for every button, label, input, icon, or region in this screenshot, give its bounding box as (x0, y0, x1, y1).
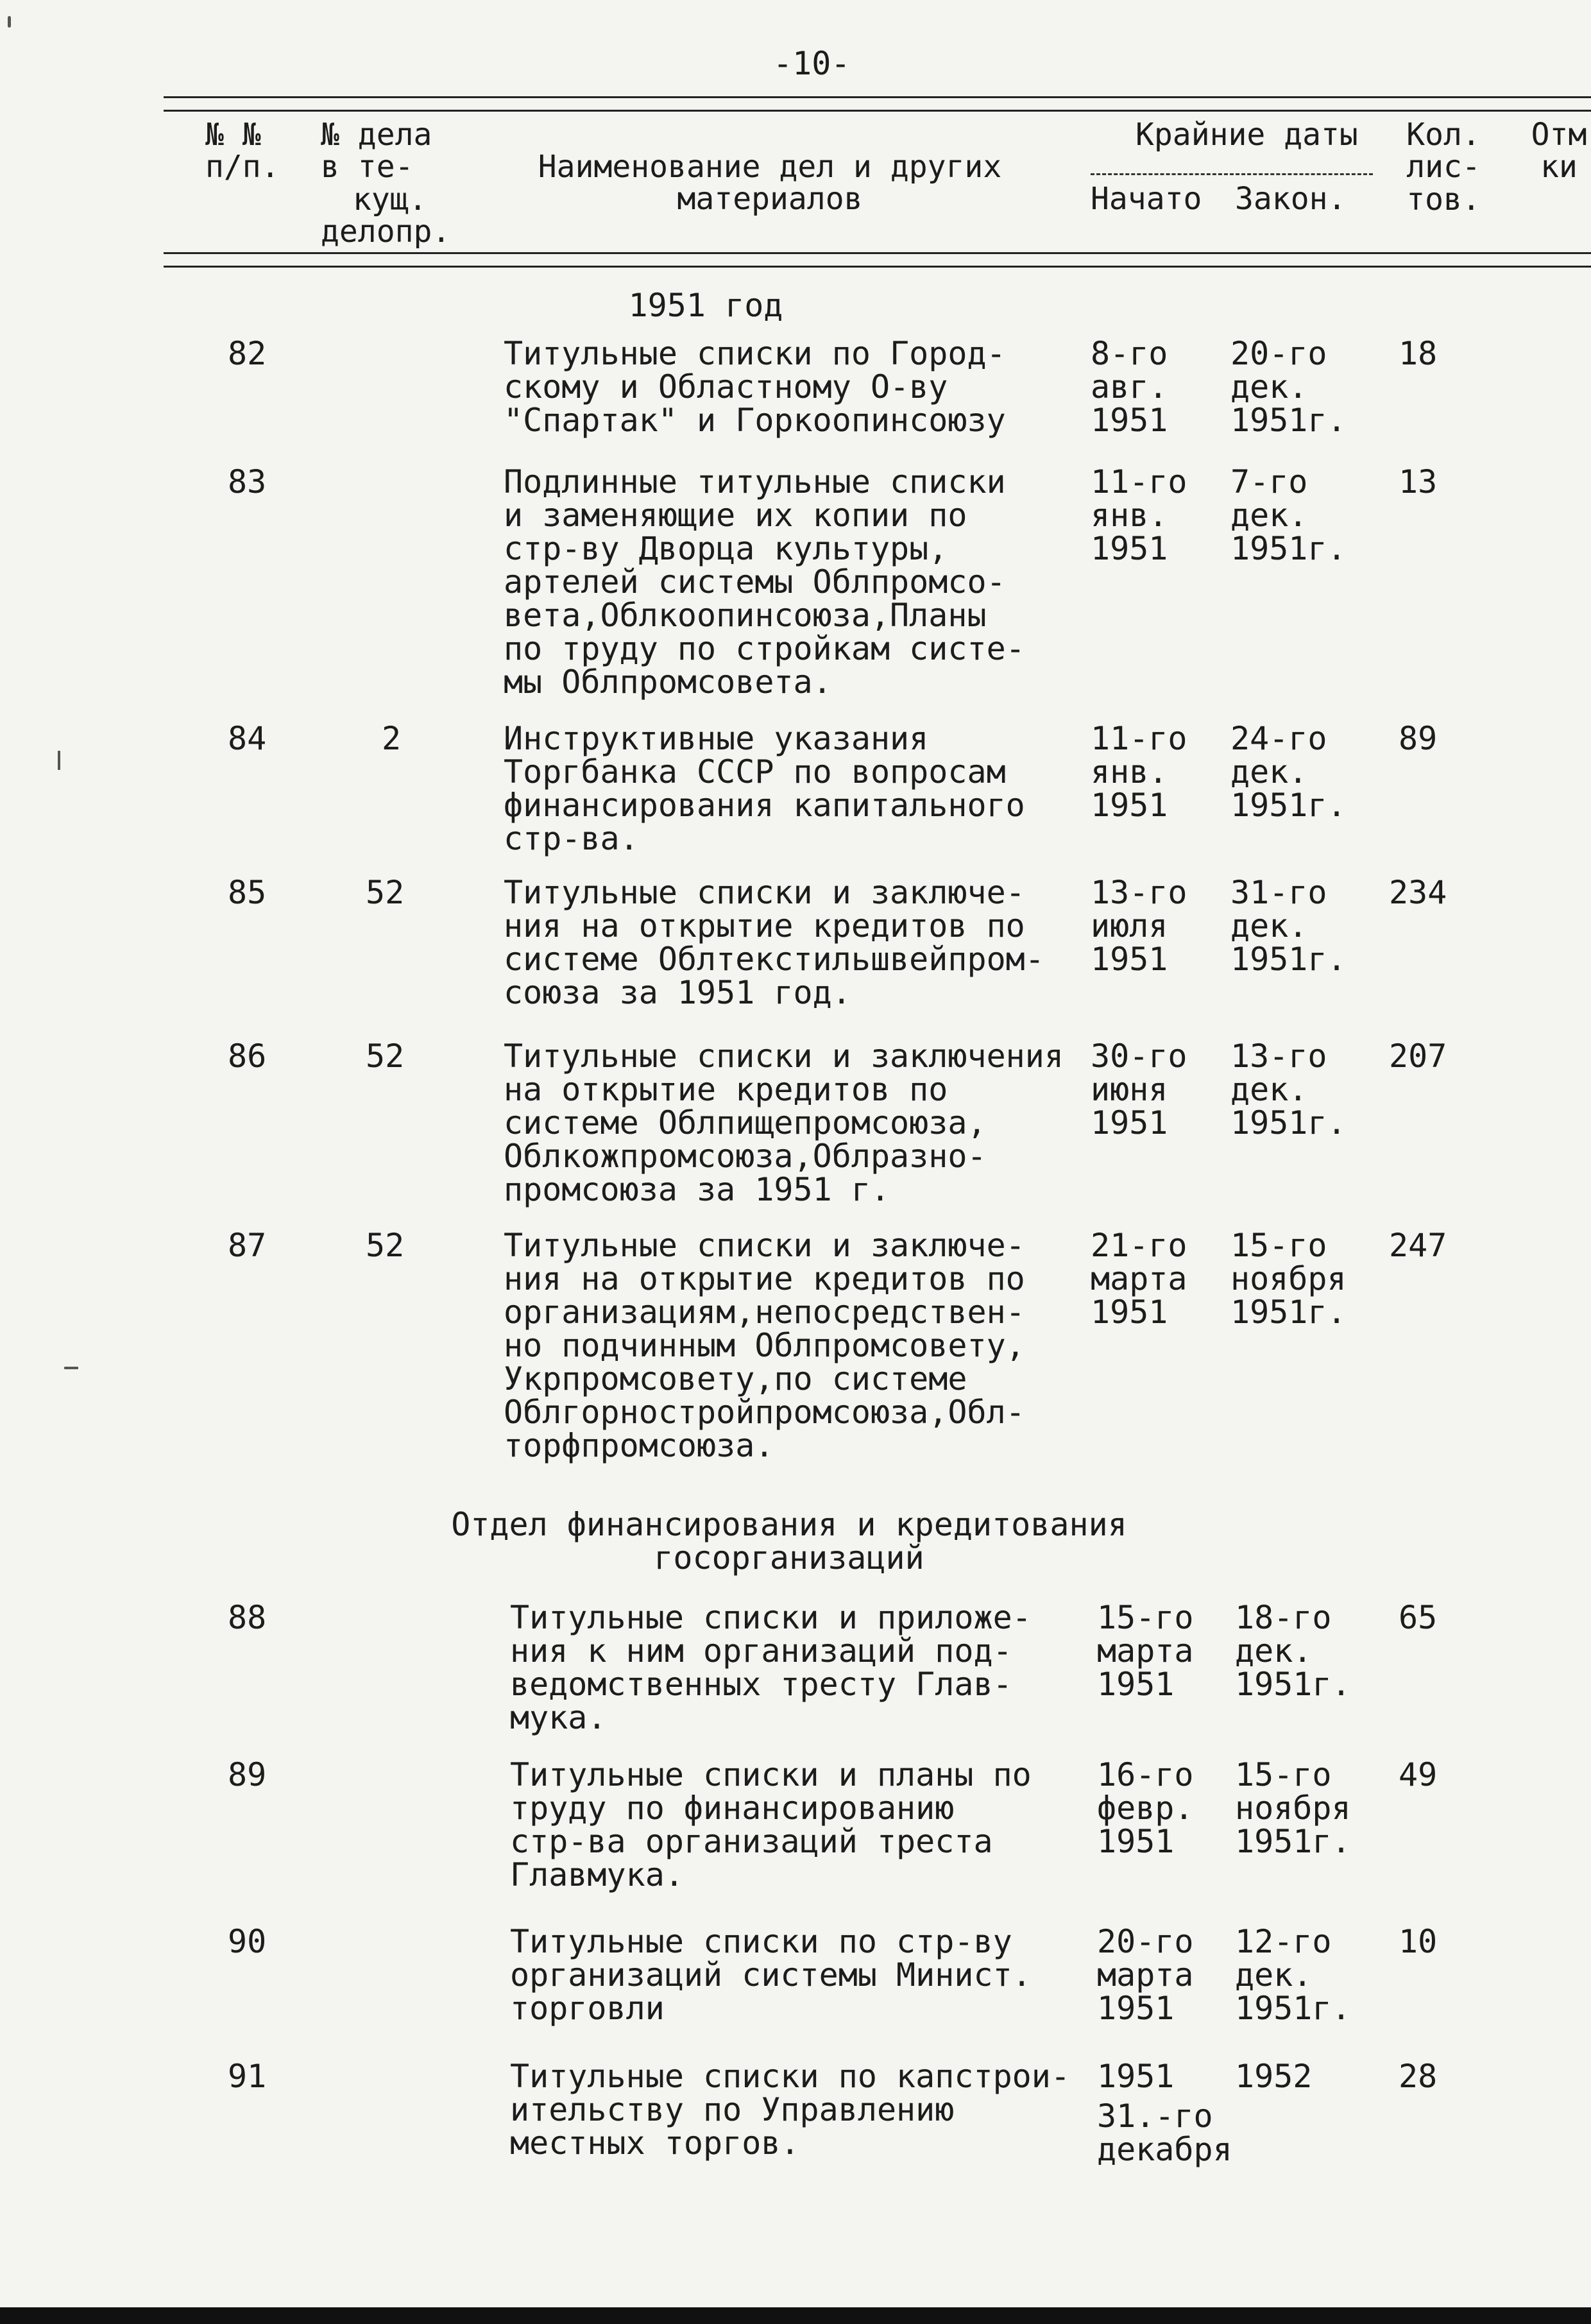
row-start-date: 15-го марта 1951 (1097, 1599, 1194, 1703)
row-start-date: 16-го февр. 1951 (1097, 1756, 1194, 1860)
row-end-date: 18-го дек. 1951г. (1235, 1599, 1351, 1703)
row-sheets: 10 (1399, 1923, 1438, 1960)
row-sheets: 13 (1399, 463, 1438, 500)
scan-speck (64, 1367, 78, 1369)
row-number: 85 (228, 874, 267, 911)
row-name: Титульные списки и приложе- ния к ним организаций под- ведомственных тресту Глав- мука. (510, 1599, 1032, 1736)
row-name: Титульные списки по стр-ву организаций системы Минист. торговли (510, 1923, 1032, 2027)
row-start-date: 11-го янв. 1951 (1091, 463, 1187, 567)
row-sheets: 65 (1399, 1599, 1438, 1636)
row-end-date: 13-го дек. 1951г. (1230, 1038, 1347, 1141)
row-case: 2 (382, 720, 402, 757)
row-name: Подлинные титульные списки и заменяющие их копии по стр-ву Дворца культуры, артелей системы Облпромсо- вета,Облкоопинсоюза,Планы по труду по стройкам систе- мы Облпромсовета. (504, 463, 1025, 701)
row-number: 84 (228, 720, 267, 757)
row-start-date: 20-го марта 1951 (1097, 1923, 1194, 2027)
header-col-number: № № п/п. (205, 117, 280, 185)
scan-speck (58, 751, 60, 770)
row-sheets: 49 (1399, 1756, 1438, 1793)
row-case: 52 (366, 1038, 405, 1075)
row-name: Титульные списки по Город- скому и Областному О-ву "Спартак" и Горкоопинсоюзу (504, 335, 1006, 439)
row-start-date: 30-го июня 1951 (1091, 1038, 1187, 1141)
row-end-date: 15-го ноября 1951г. (1235, 1756, 1351, 1860)
row-end-date: 31-го дек. 1951г. (1230, 874, 1347, 978)
row-number: 89 (228, 1756, 267, 1793)
row-case: 52 (366, 874, 405, 911)
year-heading: 1951 год (628, 287, 783, 324)
row-name: Инструктивные указания Торгбанка СССР по вопросам финансирования капитального стр-ва. (504, 720, 1025, 857)
row-case: 52 (366, 1227, 405, 1264)
row-name: Титульные списки по капстрои- ительству по Управлению местных торгов. (510, 2058, 1070, 2162)
row-number: 90 (228, 1923, 267, 1960)
row-sheets: 18 (1399, 335, 1438, 372)
page-number: -10- (773, 45, 851, 82)
scan-speck (8, 16, 11, 28)
row-number: 86 (228, 1038, 267, 1075)
row-start-date: 1951 31.-го декабря (1097, 2058, 1232, 2168)
row-number: 83 (228, 463, 267, 500)
row-name: Титульные списки и планы по труду по финансированию стр-ва организаций треста Главмука. (510, 1756, 1032, 1893)
header-col-dates-title: Крайние даты (1136, 117, 1358, 153)
row-end-date: 1952 (1235, 2058, 1313, 2095)
row-start-date: 21-го марта 1951 (1091, 1227, 1187, 1331)
row-end-date: 20-го дек. 1951г. (1230, 335, 1347, 439)
row-end-date: 7-го дек. 1951г. (1230, 463, 1347, 567)
row-number: 91 (228, 2058, 267, 2095)
header-col-case: № дела в те- кущ. делопр. (321, 117, 451, 250)
row-start-date: 8-го авг. 1951 (1091, 335, 1168, 439)
row-start-date: 13-го июля 1951 (1091, 874, 1187, 978)
header-dates-divider (1091, 173, 1373, 175)
row-sheets: 234 (1389, 874, 1447, 911)
header-col-name: Наименование дел и других материалов (538, 149, 1002, 218)
scan-bottom-edge (0, 2307, 1591, 2324)
row-end-date: 24-го дек. 1951г. (1230, 720, 1347, 824)
row-name: Титульные списки и заключения на открытие кредитов по системе Облпищепромсоюза, Облкожпромсоюза,Облразно- промсоюза за 1951 г. (504, 1038, 1064, 1208)
header-col-end: Закон. (1235, 181, 1347, 217)
header-col-notes: Отм ки (1531, 117, 1587, 185)
row-sheets: 28 (1399, 2058, 1438, 2095)
header-col-start: Начато (1091, 181, 1202, 217)
row-sheets: 247 (1389, 1227, 1447, 1264)
row-sheets: 89 (1399, 720, 1438, 757)
row-start-date: 11-го янв. 1951 (1091, 720, 1187, 824)
row-end-date: 15-го ноября 1951г. (1230, 1227, 1347, 1331)
section-heading: Отдел финансирования и кредитования госорганизаций (451, 1506, 1127, 1576)
row-sheets: 207 (1389, 1038, 1447, 1075)
row-number: 87 (228, 1227, 267, 1264)
row-name: Титульные списки и заключе- ния на открытие кредитов по организациям,непосредствен- но подчинным Облпромсовету, Укрпромсовету,по системе Облгорностройпромсоюза,Обл- торфпромсоюза. (504, 1227, 1025, 1464)
row-end-date: 12-го дек. 1951г. (1235, 1923, 1351, 2027)
header-bottom-rule (164, 252, 1591, 268)
header-top-rule (164, 96, 1591, 112)
row-number: 82 (228, 335, 267, 372)
row-number: 88 (228, 1599, 267, 1636)
row-name: Титульные списки и заключе- ния на открытие кредитов по системе Облтекстильшвейпром- союза за 1951 год. (504, 874, 1044, 1011)
header-col-sheets: Кол. лис- тов. (1406, 117, 1481, 218)
